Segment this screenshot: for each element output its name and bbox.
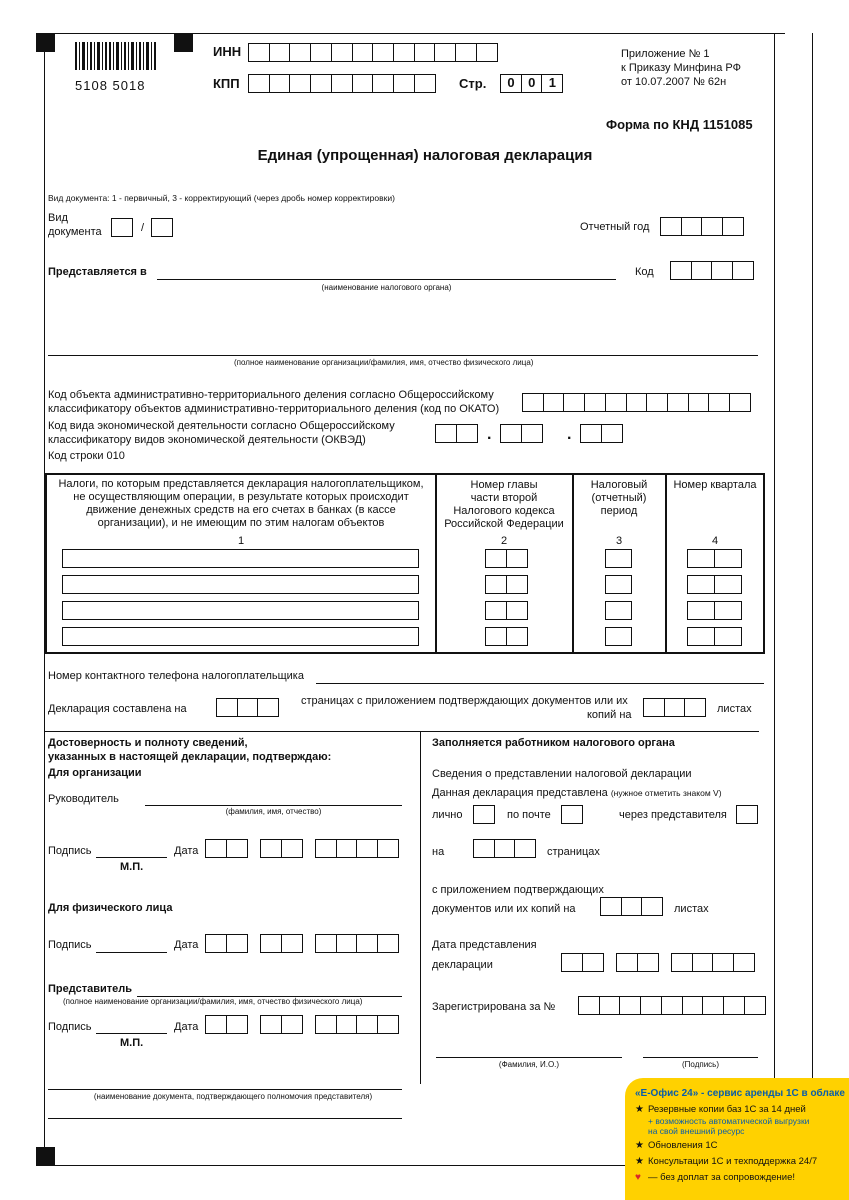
rep-document-line-2[interactable]	[48, 1118, 402, 1119]
star-icon: ★	[635, 1104, 644, 1115]
period-cell-3[interactable]	[605, 601, 632, 620]
org-signature-label: Подпись	[48, 845, 92, 857]
confirm-heading-2: указанных в настоящей декларации, подтверждаю:	[48, 751, 332, 763]
sheets-cells[interactable]	[643, 698, 706, 717]
officer-name-line[interactable]	[436, 1057, 622, 1058]
line-code-label: Код строки 010	[48, 450, 125, 462]
promo-item-backups-sub-2: на свой внешний ресурс	[648, 1126, 745, 1136]
kpp-cells[interactable]	[248, 74, 436, 93]
submission-date-label-2: декларации	[432, 959, 493, 971]
col1-number: 1	[237, 535, 245, 547]
confirm-heading-1: Достоверность и полноту сведений,	[48, 737, 248, 749]
org-date-year[interactable]	[315, 839, 399, 858]
tax-name-field-4[interactable]	[62, 627, 419, 646]
officer-pages-label: страницах	[547, 846, 600, 858]
appendix-line-3: от 10.07.2007 № 62н	[621, 76, 727, 88]
appendix-line-2: к Приказу Минфина РФ	[621, 62, 741, 74]
representative-caption: (полное наименование организации/фамилия, имя, отчество физического лица)	[63, 997, 363, 1006]
submitted-by-text: Данная декларация представлена	[432, 787, 608, 799]
with-docs-label-1: с приложением подтверждающих	[432, 884, 604, 896]
org-signature-line[interactable]	[96, 857, 167, 858]
by-mail-checkbox[interactable]	[561, 805, 583, 824]
by-mail-label: по почте	[507, 809, 551, 821]
registration-number-cells[interactable]	[578, 996, 766, 1015]
submission-date-month[interactable]	[616, 953, 659, 972]
period-cell-4[interactable]	[605, 627, 632, 646]
page-border-top	[44, 33, 785, 34]
officer-heading: Заполняется работником налогового органа	[432, 737, 675, 749]
corner-marker-tl	[36, 33, 55, 52]
col3-header-3: период	[600, 505, 638, 517]
person-date-month[interactable]	[260, 934, 303, 953]
pages-text-2: копий на	[587, 709, 632, 721]
rep-stamp-label: М.П.	[120, 1037, 144, 1049]
org-name-line[interactable]	[48, 355, 758, 356]
promo-item-backups: ★ Резервные копии баз 1С за 14 дней	[635, 1104, 806, 1115]
report-year-label: Отчетный год	[580, 221, 650, 233]
rep-document-caption: (наименование документа, подтверждающего полномочия представителя)	[93, 1092, 373, 1101]
rep-signature-label: Подпись	[48, 1021, 92, 1033]
col2-header-4: Российской Федерации	[444, 518, 564, 530]
heart-icon: ♥	[635, 1172, 641, 1183]
rep-signature-line[interactable]	[96, 1033, 167, 1034]
col2-header-3: Налогового кодекса	[453, 505, 555, 517]
org-date-month[interactable]	[260, 839, 303, 858]
head-name-line[interactable]	[145, 805, 402, 806]
col2-header-2: части второй	[470, 492, 538, 504]
submitted-to-label: Представляется в	[48, 266, 147, 278]
promo-item-no-fees: ♥ — без доплат за сопровождение!	[635, 1172, 796, 1183]
person-date-day[interactable]	[205, 934, 248, 953]
doc-type-slash: /	[141, 222, 145, 234]
correction-number-cell[interactable]	[151, 218, 173, 237]
sheets-label: листах	[717, 703, 752, 715]
period-cell-1[interactable]	[605, 549, 632, 568]
on-label: на	[432, 846, 445, 858]
okato-label-1: Код объекта административно-территориального деления согласно Общероссийскому	[48, 389, 494, 401]
col4-header-1: Номер квартала	[673, 479, 757, 491]
bottom-section-divider	[44, 731, 759, 732]
col1-header-1: Налоги, по которым представляется декларация налогоплательщиком,	[58, 478, 424, 490]
quarter-cells-1[interactable]	[687, 549, 742, 568]
page-border-right-outer	[812, 33, 813, 1083]
promo-item-support: ★ Консультации 1С и техподдержка 24/7	[635, 1156, 818, 1167]
tax-office-code-cells[interactable]	[670, 261, 754, 280]
org-name-caption: (полное наименование организации/фамилия, имя, отчество физического лица)	[234, 358, 534, 367]
doc-type-label-2: документа	[48, 226, 102, 238]
chapter-cells-2[interactable]	[485, 575, 528, 594]
tax-office-line[interactable]	[157, 279, 616, 280]
tax-name-field-3[interactable]	[62, 601, 419, 620]
okved-dot-1: .	[487, 426, 492, 443]
okved-label-1: Код вида экономической деятельности согласно Общероссийскому	[48, 420, 395, 432]
phone-line[interactable]	[316, 683, 764, 684]
corner-marker-tr	[174, 33, 193, 52]
bottom-section-vdivider	[420, 731, 421, 1084]
promo-item-updates: ★ Обновления 1С	[635, 1140, 718, 1151]
inn-label: ИНН	[213, 44, 242, 59]
in-person-label: лично	[432, 809, 463, 821]
page-label: Стр.	[459, 76, 487, 91]
rep-date-month[interactable]	[260, 1015, 303, 1034]
submission-date-label-1: Дата представления	[432, 939, 537, 951]
rep-document-line-1[interactable]	[48, 1089, 402, 1090]
submission-date-year[interactable]	[671, 953, 755, 972]
officer-signature-line[interactable]	[643, 1057, 758, 1058]
pages-text-1: страницах с приложением подтверждающих документов или их	[301, 695, 628, 707]
appendix-line-1: Приложение № 1	[621, 48, 710, 60]
officer-name-caption: (Фамилия, И.О.)	[498, 1060, 560, 1069]
col1-header-3: движение денежных средств на его счетах в банках (в кассе	[86, 504, 396, 516]
for-org-label: Для организации	[48, 767, 142, 779]
rep-date-label: Дата	[174, 1021, 199, 1033]
doc-type-label-1: Вид	[48, 212, 68, 224]
rep-date-year[interactable]	[315, 1015, 399, 1034]
tax-name-field-2[interactable]	[62, 575, 419, 594]
form-code: Форма по КНД 1151085	[606, 117, 753, 132]
col4-number: 4	[711, 535, 719, 547]
with-docs-label-2: документов или их копий на	[432, 903, 576, 915]
star-icon: ★	[635, 1140, 644, 1151]
okato-cells[interactable]	[522, 393, 751, 412]
inn-cells[interactable]	[248, 43, 498, 62]
col3-number: 3	[615, 535, 623, 547]
period-cell-2[interactable]	[605, 575, 632, 594]
table-divider-3	[665, 473, 667, 654]
col2-header-1: Номер главы	[470, 479, 538, 491]
tax-office-code-label: Код	[635, 266, 654, 278]
head-name-caption: (фамилия, имя, отчество)	[225, 807, 322, 816]
okved-cells-1[interactable]	[435, 424, 478, 443]
officer-sheets-label: листах	[674, 903, 709, 915]
okved-dot-2: .	[567, 426, 572, 443]
corner-marker-bl	[36, 1147, 55, 1166]
barcode-icon	[75, 40, 160, 80]
org-date-day[interactable]	[205, 839, 248, 858]
report-year-cells[interactable]	[660, 217, 744, 236]
head-label: Руководитель	[48, 793, 119, 805]
kpp-label: КПП	[213, 76, 240, 91]
submitted-by-label	[432, 787, 722, 800]
chapter-cells-4[interactable]	[485, 627, 528, 646]
barcode-number: 5108 5018	[75, 78, 146, 93]
person-date-year[interactable]	[315, 934, 399, 953]
okved-label-2: классификатору видов экономической деятельности (ОКВЭД)	[48, 434, 366, 446]
person-date-label: Дата	[174, 939, 199, 951]
col3-header-1: Налоговый	[590, 479, 648, 491]
okved-cells-3[interactable]	[580, 424, 623, 443]
page-number-cells[interactable]: 0 0 1	[500, 74, 563, 93]
officer-signature-caption: (Подпись)	[682, 1060, 719, 1069]
mark-note: (нужное отметить знаком V)	[610, 788, 722, 798]
in-person-checkbox[interactable]	[473, 805, 495, 824]
chapter-cells-3[interactable]	[485, 601, 528, 620]
tax-name-field-1[interactable]	[62, 549, 419, 568]
via-rep-checkbox[interactable]	[736, 805, 758, 824]
col2-number: 2	[500, 535, 508, 547]
okved-cells-2[interactable]	[500, 424, 543, 443]
org-stamp-label: М.П.	[120, 861, 144, 873]
doc-type-note: Вид документа: 1 - первичный, 3 - корректирующий (через дробь номер корректировки)	[48, 193, 395, 203]
quarter-cells-3[interactable]	[687, 601, 742, 620]
submission-date-day[interactable]	[561, 953, 604, 972]
org-date-label: Дата	[174, 845, 199, 857]
page-title: Единая (упрощенная) налоговая декларация	[257, 147, 593, 164]
star-icon: ★	[635, 1156, 644, 1167]
registered-label: Зарегистрирована за №	[432, 1001, 556, 1013]
doc-type-cell[interactable]	[111, 218, 133, 237]
chapter-cells-1[interactable]	[485, 549, 528, 568]
for-person-label: Для физического лица	[48, 902, 173, 914]
pages-cells[interactable]	[216, 698, 279, 717]
person-signature-label: Подпись	[48, 939, 92, 951]
promo-headline: «Е-Офис 24» - сервис аренды 1С в облаке	[635, 1088, 845, 1099]
person-signature-line[interactable]	[96, 952, 167, 953]
col1-header-4: организации), и не имеющим по этим налогам объектов	[97, 517, 385, 529]
col1-header-2: не осуществляющим операции, в результате которых происходит	[73, 491, 409, 503]
col3-header-2: (отчетный)	[591, 492, 647, 504]
composed-label: Декларация составлена на	[48, 703, 187, 715]
page-border-right	[774, 33, 775, 1165]
tax-office-caption: (наименование налогового органа)	[321, 283, 452, 292]
rep-date-day[interactable]	[205, 1015, 248, 1034]
okato-label-2: классификатору объектов административно-территориального деления (код по ОКАТО)	[48, 403, 500, 415]
promo-banner[interactable]	[625, 1078, 849, 1200]
quarter-cells-4[interactable]	[687, 627, 742, 646]
representative-label: Представитель	[48, 983, 132, 995]
via-rep-label: через представителя	[619, 809, 727, 821]
quarter-cells-2[interactable]	[687, 575, 742, 594]
promo-item-backups-sub-1: + возможность автоматической выгрузки	[648, 1116, 810, 1126]
officer-pages-cells[interactable]	[473, 839, 536, 858]
officer-sheets-cells[interactable]	[600, 897, 663, 916]
submission-info-label: Сведения о представлении налоговой декларации	[432, 768, 692, 780]
phone-label: Номер контактного телефона налогоплательщика	[48, 670, 304, 682]
